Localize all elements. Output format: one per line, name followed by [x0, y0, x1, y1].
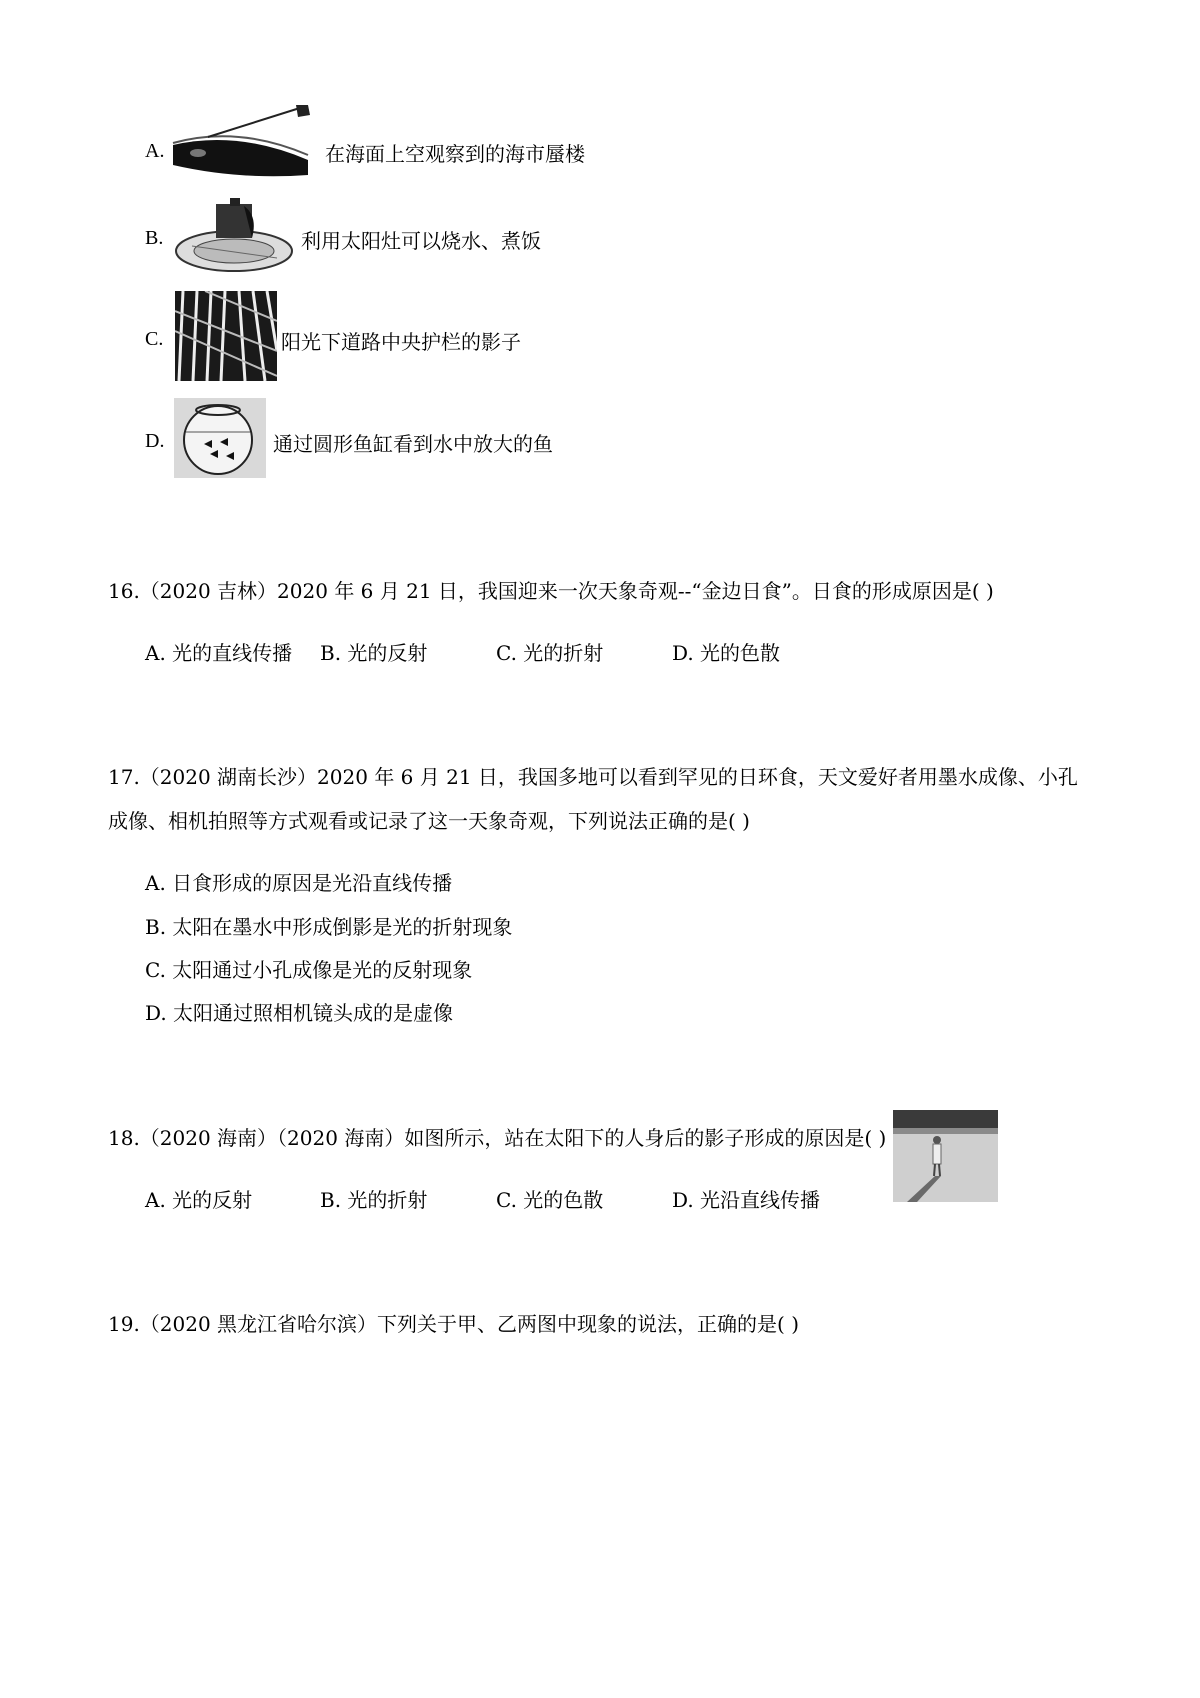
option-b: B. 太阳在墨水中形成倒影是光的折射现象 [145, 915, 513, 939]
option-c: C. 光的色散 [496, 1188, 604, 1212]
option-letter: B. [145, 227, 164, 249]
question-stem-line-2: 成像、相机拍照等方式观看或记录了这一天象奇观，下列说法正确的是( ) [108, 809, 750, 833]
question-stem: 19.（2020 黑龙江省哈尔滨）下列关于甲、乙两图中现象的说法，正确的是( ) [108, 1312, 800, 1336]
option-a: A. 光的直线传播 [145, 641, 293, 665]
mirage-figure [168, 105, 318, 185]
option-text: 在海面上空观察到的海市蜃楼 [325, 142, 585, 166]
option-letter: C. [145, 328, 164, 350]
option-d: D. 光的色散 [672, 641, 781, 665]
option-d: D. 光沿直线传播 [672, 1188, 821, 1212]
option-letter: D. [145, 430, 165, 452]
option-text: 利用太阳灶可以烧水、煮饭 [301, 229, 541, 253]
option-c: C. 太阳通过小孔成像是光的反射现象 [145, 958, 473, 982]
question-stem: 18.（2020 海南）（2020 海南）如图所示，站在太阳下的人身后的影子形成的原因是( ) [108, 1126, 887, 1150]
option-letter: A. [145, 140, 165, 162]
solar-cooker-figure [172, 196, 297, 276]
option-text: 阳光下道路中央护栏的影子 [281, 330, 521, 354]
guardrail-shadow-figure [175, 291, 277, 381]
option-a: A. 光的反射 [145, 1188, 253, 1212]
option-text: 通过圆形鱼缸看到水中放大的鱼 [273, 432, 553, 456]
question-stem-line-1: 17.（2020 湖南长沙）2020 年 6 月 21 日，我国多地可以看到罕见的日环食，天文爱好者用墨水成像、小孔 [108, 765, 1078, 789]
option-b: B. 光的折射 [320, 1188, 428, 1212]
option-d: D. 太阳通过照相机镜头成的是虚像 [145, 1001, 454, 1025]
option-c: C. 光的折射 [496, 641, 604, 665]
option-b: B. 光的反射 [320, 641, 428, 665]
option-a: A. 日食形成的原因是光沿直线传播 [145, 871, 453, 895]
question-stem: 16.（2020 吉林）2020 年 6 月 21 日，我国迎来一次天象奇观--“金边日食”。日食的形成原因是( ) [108, 579, 994, 603]
person-shadow-figure [893, 1110, 998, 1202]
fishbowl-figure [174, 398, 266, 478]
